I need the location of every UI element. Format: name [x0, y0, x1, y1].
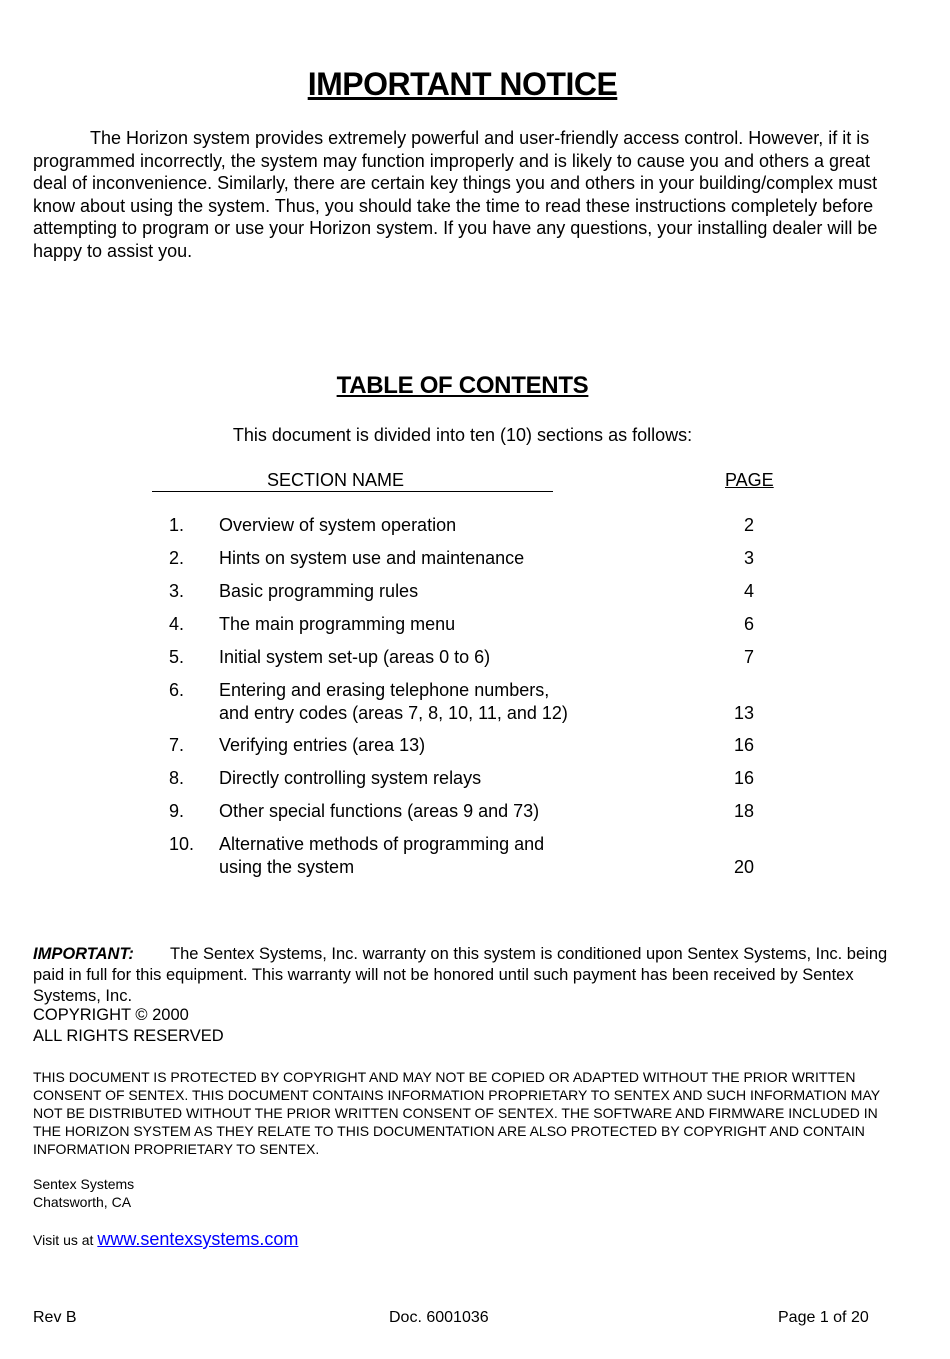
toc-entry-title	[219, 613, 699, 636]
section-name-header-label: SECTION NAME	[267, 470, 405, 490]
toc-entry-number: 2.	[169, 548, 185, 568]
rights-reserved-line: ALL RIGHTS RESERVED	[33, 1027, 224, 1045]
toc-entry-page: 18	[733, 801, 754, 821]
page-title: IMPORTANT NOTICE	[307, 66, 618, 102]
visit-line	[33, 1229, 298, 1250]
visit-prefix: Visit us at	[33, 1232, 94, 1248]
page-column-header: PAGE	[725, 470, 774, 490]
copyright-block	[33, 1005, 224, 1047]
toc-entry-title-line: Alternative methods of programming and	[219, 834, 545, 854]
company-name: Sentex Systems	[33, 1176, 135, 1192]
toc-entry-title	[219, 580, 699, 603]
toc-entry-page: 16	[733, 735, 754, 755]
toc-entry-page: 16	[733, 768, 754, 788]
toc-entry-title	[219, 547, 699, 570]
toc-entry-number: 10.	[169, 834, 195, 854]
toc-entry-page: 3	[743, 548, 754, 568]
toc-entry-number: 8.	[169, 768, 185, 788]
toc-entry-title-line: The main programming menu	[219, 614, 456, 634]
toc-entry-page: 13	[733, 703, 754, 723]
toc-entry-title-line: Other special functions (areas 9 and 73)	[219, 801, 540, 821]
toc-entry-number: 9.	[169, 801, 185, 821]
toc-entry-number: 1.	[169, 515, 185, 535]
section-name-header	[152, 470, 553, 492]
toc-entry-page: 20	[733, 857, 754, 877]
company-location: Chatsworth, CA	[33, 1194, 132, 1210]
toc-entry-title	[219, 514, 699, 537]
toc-entry-number: 3.	[169, 581, 185, 601]
toc-entry-page: 7	[743, 647, 754, 667]
footer-revision: Rev B	[33, 1309, 77, 1326]
toc-entry-title-line: Hints on system use and maintenance	[219, 548, 525, 568]
important-warranty-note	[33, 944, 903, 1007]
toc-entry-title-line: Basic programming rules	[219, 581, 419, 601]
footer-page-number: Page 1 of 20	[778, 1309, 869, 1326]
company-address	[33, 1175, 134, 1211]
toc-entry-title	[219, 679, 699, 725]
notice-text: The Horizon system provides extremely powerful and user-friendly access control. However, if it is programmed incorrectly, the system may function improperly and is likely to cause you and others a great deal of inconvenience. Similarly, there are certain key things you and others in your building/complex must know about using the system. Thus, you should take the time to read these instructions completely before attempting to program or use your Horizon system. If you have any questions, your installing dealer will be happy to assist you.	[33, 128, 878, 261]
toc-entry-number: 7.	[169, 735, 185, 755]
toc-entry-title-line: using the system	[219, 857, 355, 877]
toc-entry-number: 5.	[169, 647, 185, 667]
toc-entry-title	[219, 734, 699, 757]
toc-entry-title	[219, 800, 699, 823]
toc-intro: This document is divided into ten (10) sections as follows:	[232, 425, 693, 445]
toc-entry-title-line: Overview of system operation	[219, 515, 457, 535]
legal-notice: THIS DOCUMENT IS PROTECTED BY COPYRIGHT AND MAY NOT BE COPIED OR ADAPTED WITHOUT THE PRIOR WRITTEN CONSENT OF SENTEX. THIS DOCUMENT CONTAINS INFORMATION PROPRIETARY TO SENTEX AND SUCH INFORMATION MAY NOT BE DISTRIBUTED WITHOUT THE PRIOR WRITTEN CONSENT OF SENTEX. THE SOFTWARE AND FIRMWARE INCLUDED IN THE HORIZON SYSTEM AS THEY RELATE TO THIS DOCUMENTATION ARE ALSO PROTECTED BY COPYRIGHT AND CONTAIN INFORMATION PROPRIETARY TO SENTEX.	[33, 1069, 880, 1157]
toc-entry-title	[219, 767, 699, 790]
footer-doc-number: Doc. 6001036	[389, 1309, 489, 1326]
toc-entry-title-line: Initial system set-up (areas 0 to 6)	[219, 647, 491, 667]
important-label: IMPORTANT:	[33, 945, 134, 963]
important-text: The Sentex Systems, Inc. warranty on this system is conditioned upon Sentex Systems, Inc. being paid in full for this equipment. This warranty will not be honored until such payment has been received by Sentex Systems, Inc.	[33, 945, 888, 1005]
toc-entry-title-line: Directly controlling system relays	[219, 768, 482, 788]
toc-entry-title-line: and entry codes (areas 7, 8, 10, 11, and 12)	[219, 703, 568, 723]
toc-entry-page: 6	[743, 614, 754, 634]
toc-entry-page: 2	[743, 515, 754, 535]
toc-entry-number: 6.	[169, 680, 185, 700]
notice-paragraph	[33, 127, 903, 263]
toc-entry-title	[219, 646, 699, 669]
copyright-line: COPYRIGHT © 2000	[33, 1006, 189, 1024]
toc-entry-page: 4	[743, 581, 754, 601]
toc-entry-title-line: Verifying entries (area 13)	[219, 735, 426, 755]
toc-entry-title	[219, 833, 699, 879]
website-link[interactable]: www.sentexsystems.com	[97, 1229, 299, 1249]
toc-title: TABLE OF CONTENTS	[336, 372, 589, 399]
toc-entry-title-line: Entering and erasing telephone numbers,	[219, 680, 550, 700]
toc-entry-number: 4.	[169, 614, 185, 634]
